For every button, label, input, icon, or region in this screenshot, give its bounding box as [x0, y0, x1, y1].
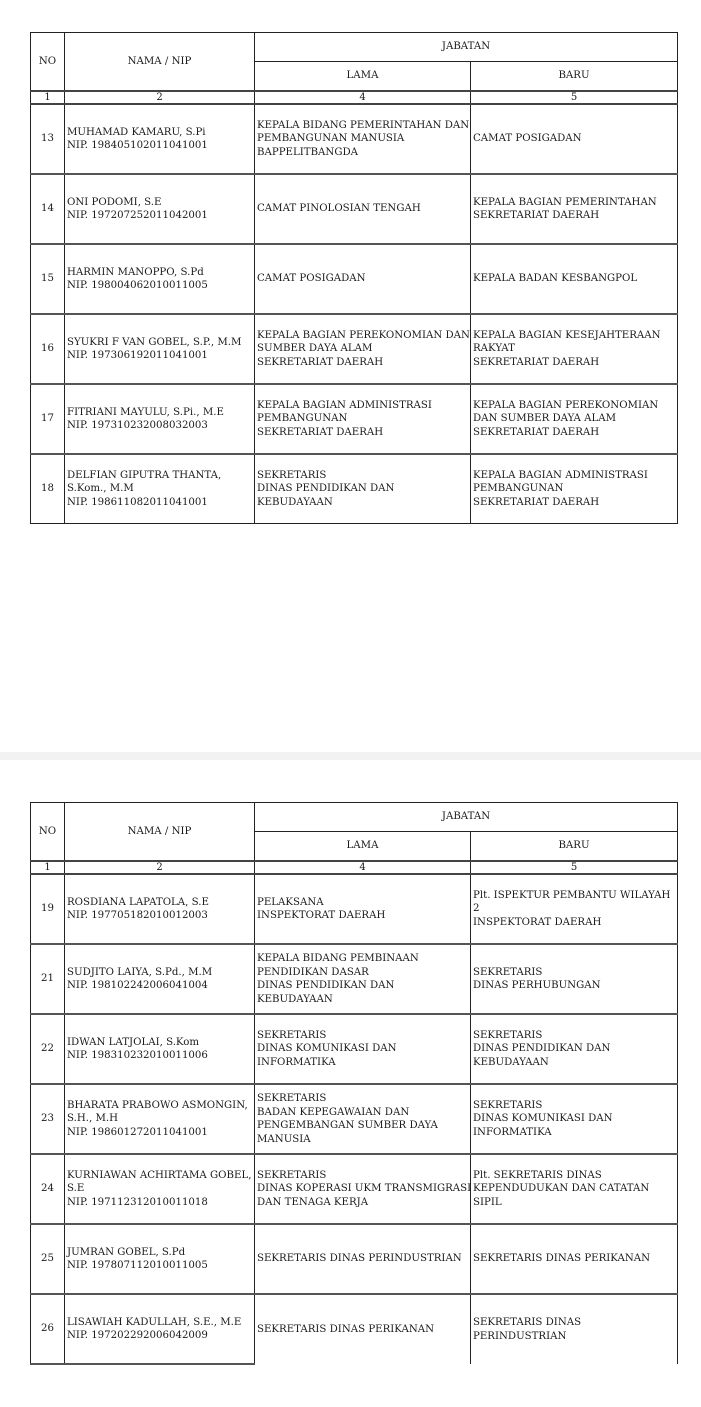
mutation-table — [30, 802, 678, 1365]
cell-baru-line: Plt. SEKRETARIS DINAS — [473, 1169, 602, 1181]
cell-baru-line: KEPALA BAGIAN PEMERINTAHAN — [473, 196, 657, 208]
cell-nama — [65, 944, 255, 1014]
cell-lama-line: CAMAT POSIGADAN — [257, 273, 366, 285]
cell-nama-line: NIP. 198601272011041001 — [67, 1126, 208, 1138]
cell-baru-line: PEMBANGUNAN — [473, 483, 564, 495]
cell-lama-line: KEBUDAYAAN — [257, 496, 333, 508]
table-row — [31, 874, 678, 944]
cell-baru-line: INFORMATIKA — [473, 1126, 552, 1138]
cell-no — [31, 1084, 65, 1154]
cell-no-line: 22 — [41, 1043, 54, 1055]
cell-lama-line: KEBUDAYAAN — [257, 993, 333, 1005]
cell-nama-line: NIP. 198004062010011005 — [67, 280, 208, 291]
index-cell: 4 — [255, 91, 471, 104]
cell-lama-line: PEMBANGUNAN — [257, 413, 348, 425]
cell-lama-line: SEKRETARIS — [257, 1029, 327, 1041]
cell-baru-line: SEKRETARIAT DAERAH — [473, 210, 600, 221]
cell-no-line: 13 — [41, 133, 54, 145]
cell-lama-line: KEPALA BAGIAN ADMINISTRASI — [257, 399, 432, 411]
cell-lama-line: DINAS KOMUNIKASI DAN — [257, 1043, 397, 1055]
cell-baru-line: CAMAT POSIGADAN — [473, 133, 582, 145]
cell-baru-line: PERINDUSTRIAN — [473, 1330, 567, 1342]
cell-no-line: 24 — [41, 1183, 54, 1195]
cell-lama-line: BADAN KEPEGAWAIAN DAN — [257, 1106, 410, 1118]
header-jabatan: JABATAN — [255, 803, 678, 832]
cell-nama-line: NIP. 198405102011041001 — [67, 140, 208, 151]
index-cell: 5 — [471, 861, 678, 874]
cell-nama-line: NIP. 197807112010011005 — [67, 1260, 208, 1271]
cell-no — [31, 1224, 65, 1294]
cell-nama-line: ROSDIANA LAPATOLA, S.E — [67, 896, 209, 908]
cell-lama — [255, 454, 471, 524]
cell-nama-line: ONI PODOMI, S.E — [67, 196, 162, 208]
cell-nama — [65, 384, 255, 454]
cell-lama-line: INSPEKTORAT DAERAH — [257, 910, 386, 921]
cell-nama — [65, 1294, 255, 1364]
cell-baru-line: KEBUDAYAAN — [473, 1056, 549, 1068]
cell-lama — [255, 874, 471, 944]
cell-baru-line: KEPALA BADAN KESBANGPOL — [473, 273, 638, 285]
cell-lama-line: SEKRETARIAT DAERAH — [257, 356, 384, 368]
cell-baru — [471, 244, 678, 314]
header-baru: BARU — [471, 832, 678, 862]
table-row — [31, 454, 678, 524]
cell-lama-line: SEKRETARIS DINAS PERINDUSTRIAN — [257, 1253, 462, 1265]
cell-no-line: 26 — [41, 1323, 54, 1335]
cell-lama-line: CAMAT PINOLOSIAN TENGAH — [257, 203, 421, 215]
cell-lama — [255, 1154, 471, 1224]
cell-lama-line: PENDIDIKAN DASAR — [257, 966, 369, 978]
header-no: NO — [31, 803, 65, 862]
table-row — [31, 244, 678, 314]
cell-lama-line: SUMBER DAYA ALAM — [257, 343, 373, 355]
header-jabatan: JABATAN — [255, 33, 678, 62]
mutation-table — [30, 32, 678, 524]
cell-no — [31, 384, 65, 454]
cell-lama — [255, 1084, 471, 1154]
cell-nama-line: S.E — [67, 1183, 85, 1195]
cell-baru — [471, 944, 678, 1014]
table-row — [31, 1014, 678, 1084]
cell-nama-line: SYUKRI F VAN GOBEL, S.P., M.M — [67, 336, 242, 348]
cell-no-line: 19 — [41, 903, 54, 915]
cell-baru-line: KEPALA BAGIAN KESEJAHTERAAN — [473, 329, 661, 341]
cell-baru-line: 2 — [473, 903, 480, 915]
cell-nama — [65, 1154, 255, 1224]
table-row — [31, 1294, 678, 1364]
cell-no — [31, 1014, 65, 1084]
cell-lama-line: PENGEMBANGAN SUMBER DAYA — [257, 1120, 438, 1131]
cell-nama — [65, 1014, 255, 1084]
cell-nama — [65, 874, 255, 944]
index-cell: 4 — [255, 861, 471, 874]
cell-lama — [255, 314, 471, 384]
cell-no-line: 18 — [41, 483, 54, 495]
cell-no-line: 16 — [41, 343, 54, 355]
cell-baru-line: KEPALA BAGIAN ADMINISTRASI — [473, 469, 648, 481]
cell-nama — [65, 314, 255, 384]
cell-nama-line: NIP. 197207252011042001 — [67, 210, 208, 221]
cell-nama-line: NIP. 198611082011041001 — [67, 496, 208, 508]
cell-lama — [255, 244, 471, 314]
cell-baru — [471, 874, 678, 944]
cell-baru — [471, 174, 678, 244]
cell-nama-line: NIP. 197202292006042009 — [67, 1330, 208, 1341]
cell-baru-line: SEKRETARIS — [473, 966, 543, 978]
table-row — [31, 384, 678, 454]
cell-lama — [255, 944, 471, 1014]
cell-no-line: 17 — [41, 413, 54, 425]
header-no: NO — [31, 33, 65, 92]
cell-lama — [255, 1294, 471, 1364]
cell-nama — [65, 244, 255, 314]
cell-nama-line: LISAWIAH KADULLAH, S.E., M.E — [67, 1316, 242, 1328]
cell-nama — [65, 1084, 255, 1154]
index-cell: 1 — [31, 861, 65, 874]
cell-nama-line: KURNIAWAN ACHIRTAMA GOBEL, — [67, 1169, 252, 1181]
index-cell: 5 — [471, 91, 678, 104]
cell-nama-line: NIP. 198102242006041004 — [67, 980, 208, 991]
cell-baru-line: SEKRETARIAT DAERAH — [473, 496, 600, 508]
cell-lama-line: PEMBANGUNAN MANUSIA — [257, 133, 405, 145]
cell-no — [31, 1154, 65, 1224]
header-nama-nip: NAMA / NIP — [65, 33, 255, 92]
index-cell: 2 — [65, 91, 255, 104]
table-row — [31, 944, 678, 1014]
cell-lama-line: SEKRETARIS — [257, 1093, 327, 1104]
cell-no — [31, 244, 65, 314]
index-cell: 2 — [65, 861, 255, 874]
header-baru: BARU — [471, 62, 678, 92]
cell-lama-line: KEPALA BAGIAN PEREKONOMIAN DAN — [257, 329, 470, 341]
table-row — [31, 104, 678, 174]
cell-lama-line: SEKRETARIS — [257, 1169, 327, 1181]
cell-baru-line: DINAS PENDIDIKAN DAN — [473, 1043, 611, 1055]
cell-nama — [65, 174, 255, 244]
table-row — [31, 1084, 678, 1154]
cell-baru — [471, 314, 678, 384]
cell-nama-line: S.Kom., M.M — [67, 483, 134, 495]
cell-lama-line: SEKRETARIAT DAERAH — [257, 426, 384, 438]
cell-nama-line: JUMRAN GOBEL, S.Pd — [67, 1246, 186, 1258]
cell-no — [31, 454, 65, 524]
cell-lama-line: BAPPELITBANGDA — [257, 146, 358, 158]
cell-nama-line: NIP. 197112312010011018 — [67, 1196, 208, 1208]
header-lama: LAMA — [255, 832, 471, 862]
cell-baru-line: SEKRETARIS DINAS — [473, 1317, 582, 1328]
table-row — [31, 1154, 678, 1224]
cell-no-line: 21 — [41, 973, 54, 985]
cell-lama — [255, 384, 471, 454]
cell-baru-line: DINAS KOMUNIKASI DAN — [473, 1113, 613, 1125]
cell-nama-line: SUDJITO LAIYA, S.Pd., M.M — [67, 966, 213, 978]
cell-nama-line: DELFIAN GIPUTRA THANTA, — [67, 469, 222, 481]
cell-baru — [471, 1294, 678, 1364]
cell-no — [31, 174, 65, 244]
cell-nama-line: BHARATA PRABOWO ASMONGIN, — [67, 1099, 248, 1111]
page-separator — [0, 752, 701, 760]
index-cell: 1 — [31, 91, 65, 104]
cell-lama-line: KEPALA BIDANG PEMERINTAHAN DAN — [257, 119, 470, 131]
cell-lama-line: SEKRETARIS — [257, 469, 327, 481]
cell-no — [31, 874, 65, 944]
document-page-2 — [0, 760, 701, 1407]
cell-lama-line: SEKRETARIS DINAS PERIKANAN — [257, 1323, 435, 1335]
cell-baru-line: SEKRETARIS — [473, 1029, 543, 1041]
cell-nama — [65, 104, 255, 174]
cell-baru-line: KEPENDUDUKAN DAN CATATAN — [473, 1183, 650, 1195]
cell-lama — [255, 174, 471, 244]
cell-lama-line: DINAS KOPERASI UKM TRANSMIGRASI — [257, 1183, 472, 1195]
table-row — [31, 1224, 678, 1294]
table-row — [31, 174, 678, 244]
cell-lama — [255, 1014, 471, 1084]
cell-lama-line: INFORMATIKA — [257, 1056, 336, 1068]
cell-nama — [65, 1224, 255, 1294]
cell-nama-line: NIP. 197705182010012003 — [67, 910, 208, 921]
cell-baru-line: SIPIL — [473, 1196, 502, 1208]
cell-lama — [255, 104, 471, 174]
cell-nama — [65, 454, 255, 524]
header-lama: LAMA — [255, 62, 471, 92]
cell-baru-line: SEKRETARIAT DAERAH — [473, 356, 600, 368]
cell-baru-line: RAKYAT — [473, 343, 515, 355]
cell-baru — [471, 1014, 678, 1084]
cell-lama-line: KEPALA BIDANG PEMBINAAN — [257, 953, 419, 964]
cell-lama-line: PELAKSANA — [257, 896, 324, 908]
cell-baru-line: Plt. ISPEKTUR PEMBANTU WILAYAH — [473, 889, 671, 901]
cell-nama-line: NIP. 197306192011041001 — [67, 350, 208, 361]
cell-baru — [471, 1154, 678, 1224]
cell-lama-line: DINAS PENDIDIKAN DAN — [257, 980, 395, 991]
cell-baru — [471, 454, 678, 524]
header-nama-nip: NAMA / NIP — [65, 803, 255, 862]
cell-baru-line: SEKRETARIS DINAS PERIKANAN — [473, 1253, 651, 1265]
cell-no-line: 23 — [41, 1113, 54, 1125]
cell-nama-line: MUHAMAD KAMARU, S.Pi — [67, 126, 206, 138]
cell-baru — [471, 104, 678, 174]
cell-baru-line: SEKRETARIAT DAERAH — [473, 426, 600, 438]
table-row — [31, 314, 678, 384]
cell-lama — [255, 1224, 471, 1294]
cell-nama-line: S.H., M.H — [67, 1113, 119, 1125]
cell-no — [31, 944, 65, 1014]
cell-no — [31, 314, 65, 384]
cell-nama-line: NIP. 198310232010011006 — [67, 1050, 208, 1061]
cell-baru — [471, 1084, 678, 1154]
cell-no — [31, 1294, 65, 1364]
cell-baru — [471, 384, 678, 454]
cell-baru-line: KEPALA BAGIAN PEREKONOMIAN — [473, 399, 659, 411]
cell-baru-line: SEKRETARIS — [473, 1099, 543, 1111]
cell-baru-line: DINAS PERHUBUNGAN — [473, 980, 601, 991]
cell-nama-line: FITRIANI MAYULU, S.Pi., M.E — [67, 406, 224, 418]
cell-nama-line: IDWAN LATJOLAI, S.Kom — [67, 1036, 200, 1048]
cell-baru-line: INSPEKTORAT DAERAH — [473, 916, 602, 928]
cell-lama-line: DINAS PENDIDIKAN DAN — [257, 483, 395, 495]
cell-baru — [471, 1224, 678, 1294]
cell-no-line: 14 — [41, 203, 54, 215]
cell-no-line: 15 — [41, 273, 54, 285]
cell-nama-line: HARMIN MANOPPO, S.Pd — [67, 266, 204, 278]
cell-no-line: 25 — [41, 1253, 54, 1265]
cell-nama-line: NIP. 197310232008032003 — [67, 420, 208, 431]
cell-no — [31, 104, 65, 174]
cell-lama-line: DAN TENAGA KERJA — [257, 1196, 369, 1208]
cell-lama-line: MANUSIA — [257, 1133, 311, 1145]
cell-baru-line: DAN SUMBER DAYA ALAM — [473, 413, 617, 425]
